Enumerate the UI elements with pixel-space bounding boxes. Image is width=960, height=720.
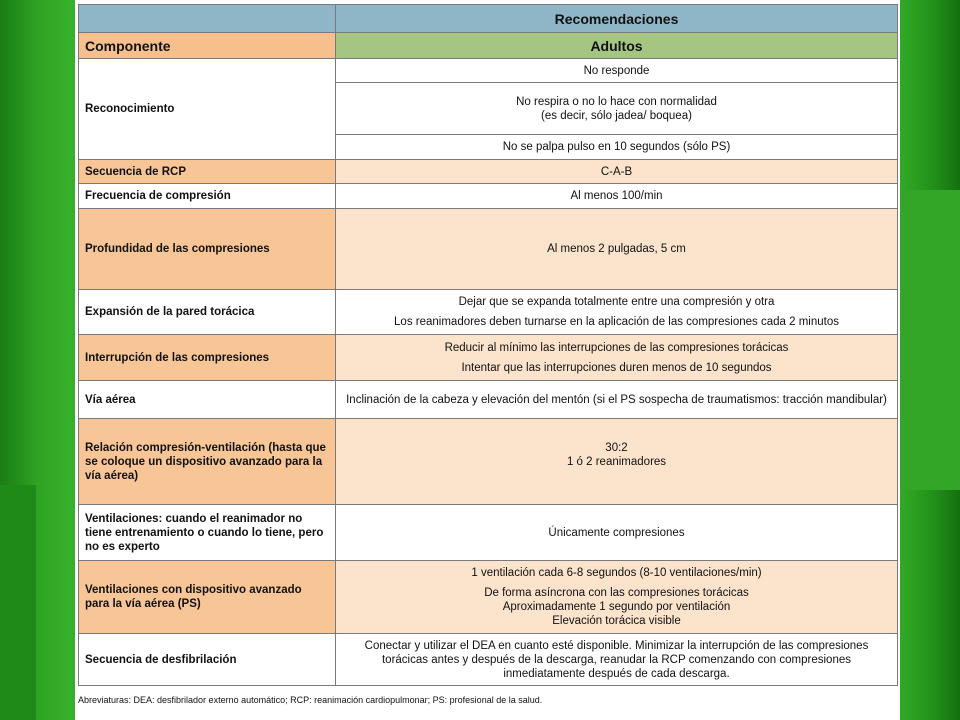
row-value: De forma asíncrona con las compresiones torácicas	[484, 587, 749, 599]
row-value-group	[336, 290, 898, 335]
row-value: Los reanimadores deben turnarse en la aplicación de las compresiones cada 2 minutos	[394, 316, 839, 328]
table-row	[79, 381, 898, 419]
row-value: 1 ventilación cada 6-8 segundos (8-10 ventilaciones/min)	[471, 567, 762, 579]
abbreviations-footnote: Abreviaturas: DEA: desfibrilador externo automático; RCP: reanimación cardiopulmonar; PS: profesional de la salud.	[78, 695, 543, 705]
table-row	[79, 634, 898, 686]
row-component-interrupcion: Interrupción de las compresiones	[79, 335, 336, 381]
row-component-frecuencia: Frecuencia de compresión	[79, 184, 336, 209]
row-value: Conectar y utilizar el DEA en cuanto esté disponible. Minimizar la interrupción de las compresiones torácicas antes y después de la descarga, reanudar la RCP comenzando con compresiones inmediatamente después de cada descarga.	[336, 634, 898, 686]
table-row	[79, 505, 898, 561]
row-value: Intentar que las interrupciones duren menos de 10 segundos	[461, 361, 772, 374]
header-adults: Adultos	[336, 33, 898, 59]
document-sheet	[75, 0, 900, 720]
row-value: Al menos 100/min	[336, 184, 898, 209]
row-component-secuencia-rcp: Secuencia de RCP	[79, 160, 336, 184]
row-value: Reducir al mínimo las interrupciones de las compresiones torácicas	[444, 341, 789, 354]
table-row	[79, 561, 898, 634]
row-component-ventilaciones: Ventilaciones: cuando el reanimador no tiene entrenamiento o cuando lo tiene, pero no es experto	[79, 505, 336, 561]
row-component-expansion: Expansión de la pared torácica	[79, 290, 336, 335]
row-value: No respira o no lo hace con normalidad (es decir, sólo jadea/ boquea)	[336, 83, 898, 135]
right-green-band	[900, 190, 960, 490]
row-component-desfibrilacion: Secuencia de desfibrilación	[79, 634, 336, 686]
row-value: Dejar que se expanda totalmente entre una compresión y otra	[458, 296, 775, 308]
table-row	[79, 184, 898, 209]
table-row	[79, 290, 898, 335]
table-row	[79, 335, 898, 381]
table-row	[79, 59, 898, 83]
header-component: Componente	[79, 33, 336, 59]
row-value: Aproximadamente 1 segundo por ventilación	[502, 601, 731, 613]
row-value-group	[336, 419, 898, 505]
table-row	[79, 419, 898, 505]
left-green-band	[0, 485, 36, 720]
row-component-via-aerea: Vía aérea	[79, 381, 336, 419]
row-value: No responde	[336, 59, 898, 83]
table-row	[79, 160, 898, 184]
table-row	[79, 209, 898, 290]
row-value: Al menos 2 pulgadas, 5 cm	[336, 209, 898, 290]
table-subheader-row	[79, 33, 898, 59]
row-value: Únicamente compresiones	[336, 505, 898, 561]
row-component-profundidad: Profundidad de las compresiones	[79, 209, 336, 290]
row-value: Inclinación de la cabeza y elevación del mentón (si el PS sospecha de traumatismos: tracción mandibular)	[336, 381, 898, 419]
header-recommendations: Recomendaciones	[336, 5, 898, 33]
row-value-group	[336, 561, 898, 634]
cpr-recommendations-table	[78, 4, 898, 686]
row-value: No se palpa pulso en 10 segundos (sólo PS)	[336, 135, 898, 160]
row-value: 1 ó 2 reanimadores	[566, 456, 667, 468]
row-component-reconocimiento: Reconocimiento	[79, 59, 336, 160]
row-value: 30:2	[605, 442, 628, 454]
row-component-dispositivo: Ventilaciones con dispositivo avanzado para la vía aérea (PS)	[79, 561, 336, 634]
table-header-row	[79, 5, 898, 33]
header-empty-cell	[79, 5, 336, 33]
row-value: C-A-B	[336, 160, 898, 184]
row-value-group	[336, 335, 898, 381]
row-component-relacion: Relación compresión-ventilación (hasta que se coloque un dispositivo avanzado para la vía aérea)	[79, 419, 336, 505]
row-value: Elevación torácica visible	[552, 615, 681, 627]
